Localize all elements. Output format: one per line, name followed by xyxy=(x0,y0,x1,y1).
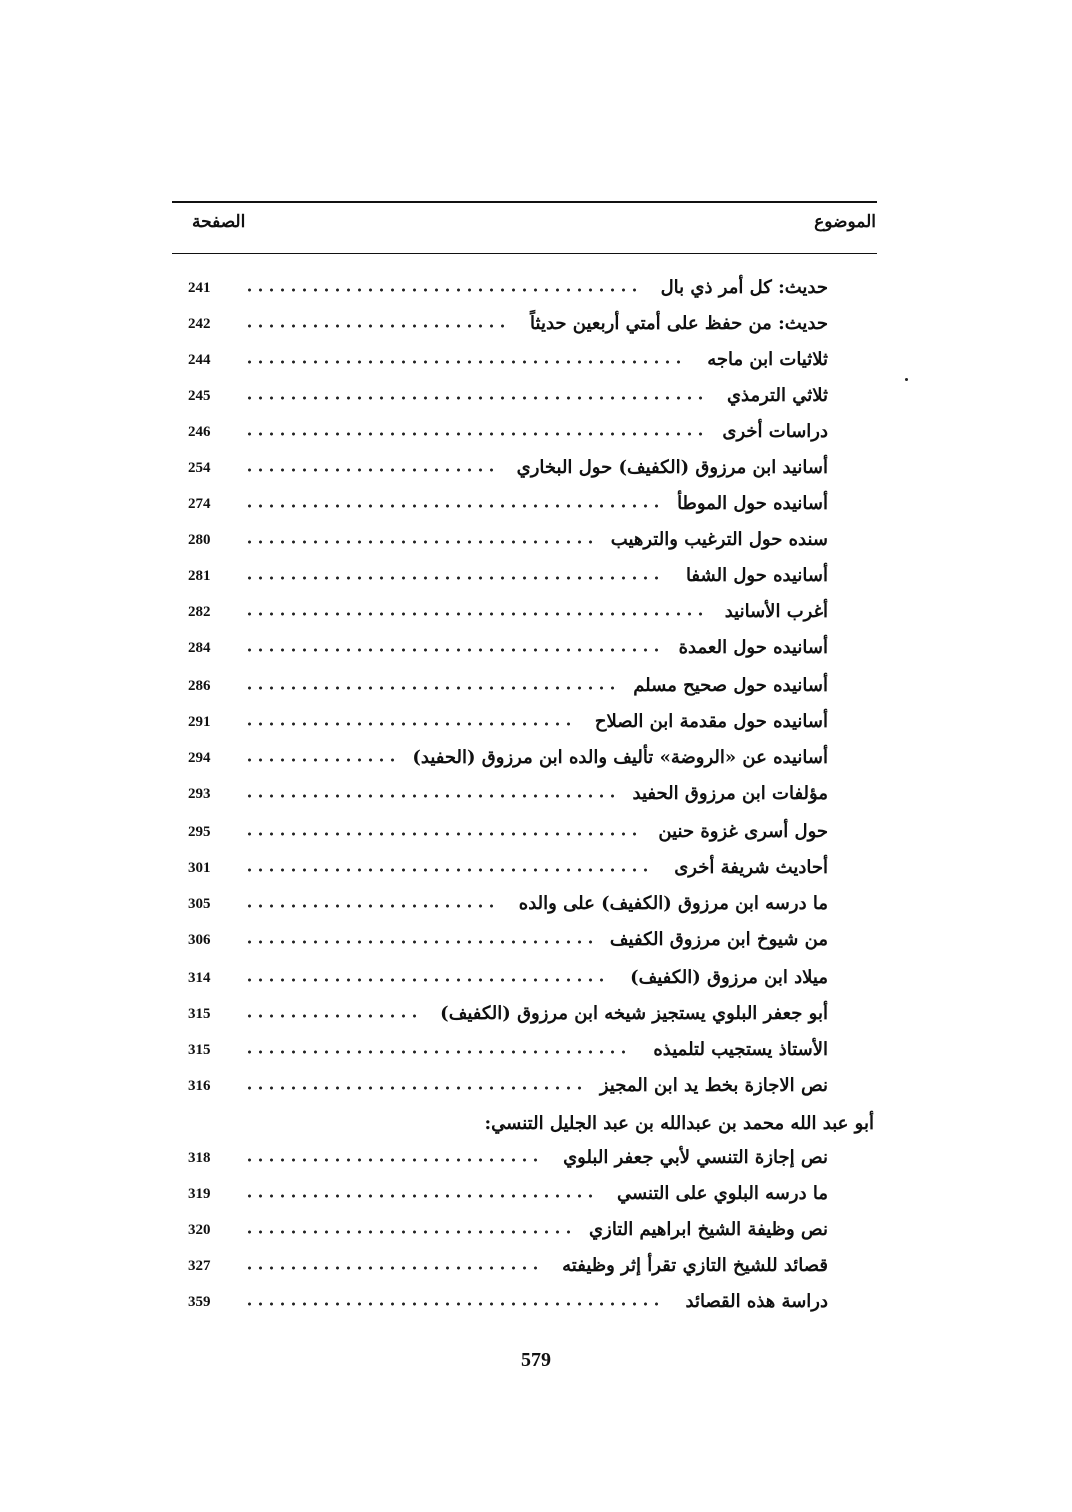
toc-entry-page: 280 xyxy=(188,532,211,548)
section-heading: أبو عبد الله محمد بن عبدالله بن عبد الجليل التنسي: xyxy=(484,1113,874,1134)
toc-entry-title: أسانيده عن «الروضة» تأليف والده ابن مرزوق (الحفيد) xyxy=(412,747,828,768)
toc-entry-title: ثلاثي الترمذي xyxy=(726,385,828,406)
toc-entry-page: 318 xyxy=(188,1150,211,1166)
toc-entry xyxy=(180,561,840,591)
toc-entry-page: 294 xyxy=(188,750,211,766)
toc-entry xyxy=(180,489,840,519)
toc-entry-page: 305 xyxy=(188,896,211,912)
toc-entry xyxy=(180,453,840,483)
toc-entry xyxy=(180,1251,840,1281)
dot-leader xyxy=(244,287,640,293)
toc-entry xyxy=(180,273,840,303)
dot-leader xyxy=(244,1085,585,1091)
toc-entry-title: أسانيده حول العمدة xyxy=(678,637,828,658)
toc-entry-page: 274 xyxy=(188,496,211,512)
toc-entry-page: 291 xyxy=(188,714,211,730)
toc-entry-title: نص إجازة التنسي لأبي جعفر البلوي xyxy=(563,1147,828,1168)
toc-entry-page: 314 xyxy=(188,970,211,986)
toc-entry xyxy=(180,779,840,809)
toc-entry-page: 245 xyxy=(188,388,211,404)
dot-leader xyxy=(244,647,662,653)
dot-leader xyxy=(244,503,662,509)
dot-leader xyxy=(244,1157,541,1163)
dot-leader xyxy=(244,903,497,909)
toc-entry xyxy=(180,707,840,737)
toc-entry xyxy=(180,633,840,663)
dot-leader xyxy=(244,721,574,727)
dot-leader xyxy=(244,1265,541,1271)
page-number: 579 xyxy=(521,1349,551,1371)
toc-entry-page: 327 xyxy=(188,1258,211,1274)
toc-entry-title: أغرب الأسانيد xyxy=(724,601,828,622)
dot-leader xyxy=(244,685,618,691)
toc-entry-title: حديث: من حفظ على أمتي أربعين حديثاً xyxy=(530,313,828,334)
toc-entry-page: 320 xyxy=(188,1222,211,1238)
toc-entry xyxy=(180,525,840,555)
toc-entry-page: 319 xyxy=(188,1186,211,1202)
toc-entry-title: أسانيده حول الموطأ xyxy=(677,493,828,514)
toc-entry-page: 315 xyxy=(188,1006,211,1022)
toc-entry xyxy=(180,309,840,339)
dot-leader xyxy=(244,323,508,329)
dot-leader xyxy=(244,939,596,945)
toc-entry xyxy=(180,999,840,1029)
dot-leader xyxy=(244,1301,662,1307)
toc-entry xyxy=(180,671,840,701)
toc-entry-title: قصائد للشيخ التازي تقرأ إثر وظيفته xyxy=(562,1255,828,1276)
dot-leader xyxy=(244,831,640,837)
toc-entry-title: أبو جعفر البلوي يستجيز شيخه ابن مرزوق (الكفيف) xyxy=(440,1003,828,1024)
toc-entry-page: 286 xyxy=(188,678,211,694)
toc-entry-title: أسانيده حول مقدمة ابن الصلاح xyxy=(594,711,828,732)
toc-entry-title: دراسة هذه القصائد xyxy=(685,1291,828,1312)
toc-entry xyxy=(180,963,840,993)
dot-leader xyxy=(244,467,497,473)
toc-entry-title: من شيوخ ابن مرزوق الكفيف xyxy=(609,929,828,950)
toc-entry-page: 359 xyxy=(188,1294,211,1310)
dot-leader xyxy=(244,1229,574,1235)
toc-entry-page: 244 xyxy=(188,352,211,368)
dot-leader xyxy=(244,359,684,365)
toc-entry-page: 295 xyxy=(188,824,211,840)
dot-leader xyxy=(244,1193,596,1199)
dot-leader xyxy=(244,1049,629,1055)
toc-entry xyxy=(180,1071,840,1101)
toc-entry-page: 284 xyxy=(188,640,211,656)
toc-entry-title: مؤلفات ابن مرزوق الحفيد xyxy=(632,783,828,804)
toc-entry-page: 281 xyxy=(188,568,211,584)
dot-leader xyxy=(244,395,706,401)
toc-entry xyxy=(180,743,840,773)
toc-entry xyxy=(180,817,840,847)
toc-entry-page: 306 xyxy=(188,932,211,948)
dot-leader xyxy=(244,977,607,983)
toc-entry-title: نص الاجازة بخط يد ابن المجيز xyxy=(599,1075,828,1096)
toc-entry-page: 315 xyxy=(188,1042,211,1058)
toc-entry-page: 282 xyxy=(188,604,211,620)
toc-entry-title: أحاديث شريفة أخرى xyxy=(674,857,828,878)
toc-entry-title: أسانيده حول الشفا xyxy=(685,565,828,586)
toc-entry-title: ثلاثيات ابن ماجه xyxy=(707,349,828,370)
toc-entry-title: ميلاد ابن مرزوق (الكفيف) xyxy=(630,967,828,988)
dot-leader xyxy=(244,539,596,545)
toc-entry-page: 246 xyxy=(188,424,211,440)
toc-entry xyxy=(180,889,840,919)
toc-entry xyxy=(180,597,840,627)
toc-entry-title: دراسات أخرى xyxy=(722,421,828,442)
toc-entry-title: حول أسرى غزوة حنين xyxy=(658,821,828,842)
dot-leader xyxy=(244,431,706,437)
page-column-header: الصفحة xyxy=(192,212,246,232)
dot-leader xyxy=(244,867,651,873)
toc-entry xyxy=(180,925,840,955)
toc-entry xyxy=(180,1143,840,1173)
toc-entry-page: 241 xyxy=(188,280,211,296)
toc-entry-title: ما درسه البلوي على التنسي xyxy=(616,1183,828,1204)
toc-entry-title: نص وظيفة الشيخ ابراهيم التازي xyxy=(589,1219,828,1240)
toc-entry-page: 293 xyxy=(188,786,211,802)
toc-entry-title: الأستاذ يستجيب لتلميذه xyxy=(653,1039,828,1060)
dot-leader xyxy=(244,575,662,581)
toc-entry-page: 316 xyxy=(188,1078,211,1094)
toc-entry-title: أسانيد ابن مرزوق (الكفيف) حول البخاري xyxy=(516,457,828,478)
toc-entry-title: حديث: كل أمر ذي بال xyxy=(660,277,828,298)
dot-leader xyxy=(244,793,618,799)
toc-entry xyxy=(180,1287,840,1317)
dot-leader xyxy=(244,1013,420,1019)
dot-leader xyxy=(244,611,706,617)
toc-entry-page: 242 xyxy=(188,316,211,332)
toc-entry xyxy=(180,853,840,883)
toc-entry xyxy=(180,1179,840,1209)
toc-entry xyxy=(180,1035,840,1065)
toc-entry-page: 254 xyxy=(188,460,211,476)
toc-entry-page: 301 xyxy=(188,860,211,876)
toc-entry-title: أسانيده حول صحيح مسلم xyxy=(633,675,828,696)
topic-column-header: الموضوع xyxy=(814,212,876,232)
toc-entry-title: ما درسه ابن مرزوق (الكفيف) على والده xyxy=(518,893,828,914)
toc-entry-title: سنده حول الترغيب والترهيب xyxy=(610,529,828,550)
toc-entry xyxy=(180,1215,840,1245)
toc-entry xyxy=(180,381,840,411)
toc-entry xyxy=(180,417,840,447)
dot-leader xyxy=(244,757,398,763)
toc-entry xyxy=(180,345,840,375)
